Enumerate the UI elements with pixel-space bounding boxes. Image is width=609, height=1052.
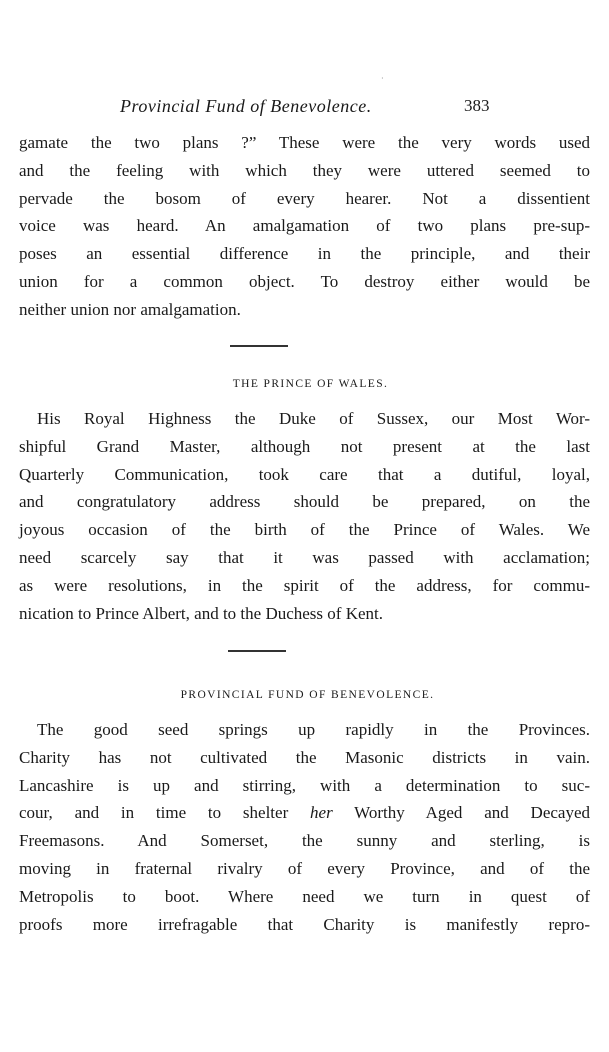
print-speck: · xyxy=(381,74,384,83)
text-line: as were resolutions, in the spirit of the address, for commu- xyxy=(19,575,590,595)
prince-of-wales-paragraph xyxy=(19,405,590,627)
text-line: voice was heard. An amalgamation of two plans pre-sup- xyxy=(19,216,590,236)
line-start: cour, and in time to shelter xyxy=(19,803,311,823)
emphasis-her: her xyxy=(310,803,333,823)
text-line: Quarterly Communication, took care that a dutiful, loyal, xyxy=(19,464,590,484)
continued-paragraph xyxy=(19,129,590,324)
text-line: gamate the two plans ?” These were the very words used xyxy=(19,133,590,152)
text-line: shipful Grand Master, although not present at the last xyxy=(19,436,590,456)
running-title: Provincial Fund of Benevolence. xyxy=(120,96,372,116)
text-line: Freemasons. And Somerset, the sunny and sterling, is xyxy=(19,831,590,851)
text-line: Lancashire is up and stirring, with a determination to suc- xyxy=(19,775,590,795)
running-head xyxy=(0,96,609,124)
text-line: nication to Prince Albert, and to the Duchess of Kent. xyxy=(19,603,383,623)
text-line: The good seed springs up rapidly in the Provinces. xyxy=(37,720,590,739)
text-line: neither union nor amalgamation. xyxy=(19,299,241,319)
text-line: Charity has not cultivated the Masonic districts in vain. xyxy=(19,747,590,767)
text-line-with-emphasis xyxy=(19,799,590,827)
text-line: joyous occasion of the birth of the Prince of Wales. We xyxy=(19,520,590,540)
text-line: poses an essential difference in the principle, and their xyxy=(19,244,590,264)
section-heading-provincial-fund: PROVINCIAL FUND OF BENEVOLENCE. xyxy=(180,689,435,701)
section-divider xyxy=(228,650,286,652)
text-line: moving in fraternal rivalry of every Province, and of the xyxy=(19,858,590,878)
text-line: proofs more irrefragable that Charity is manifestly repro- xyxy=(19,914,590,934)
text-line: and congratulatory address should be prepared, on the xyxy=(19,492,590,512)
provincial-fund-paragraph xyxy=(19,716,590,938)
text-line: and the feeling with which they were uttered seemed to xyxy=(19,160,590,180)
text-line: pervade the bosom of every hearer. Not a dissentient xyxy=(19,188,590,208)
text-line: union for a common object. To destroy either would be xyxy=(19,271,590,291)
text-line: His Royal Highness the Duke of Sussex, our Most Wor- xyxy=(37,409,590,428)
line-end: Worthy Aged and Decayed xyxy=(332,803,591,823)
page-number: 383 xyxy=(464,96,490,115)
section-heading-prince-of-wales: THE PRINCE OF WALES. xyxy=(232,378,389,390)
text-line: need scarcely say that it was passed with acclamation; xyxy=(19,547,590,567)
text-line: Metropolis to boot. Where need we turn in quest of xyxy=(19,886,590,906)
section-divider xyxy=(230,345,288,347)
